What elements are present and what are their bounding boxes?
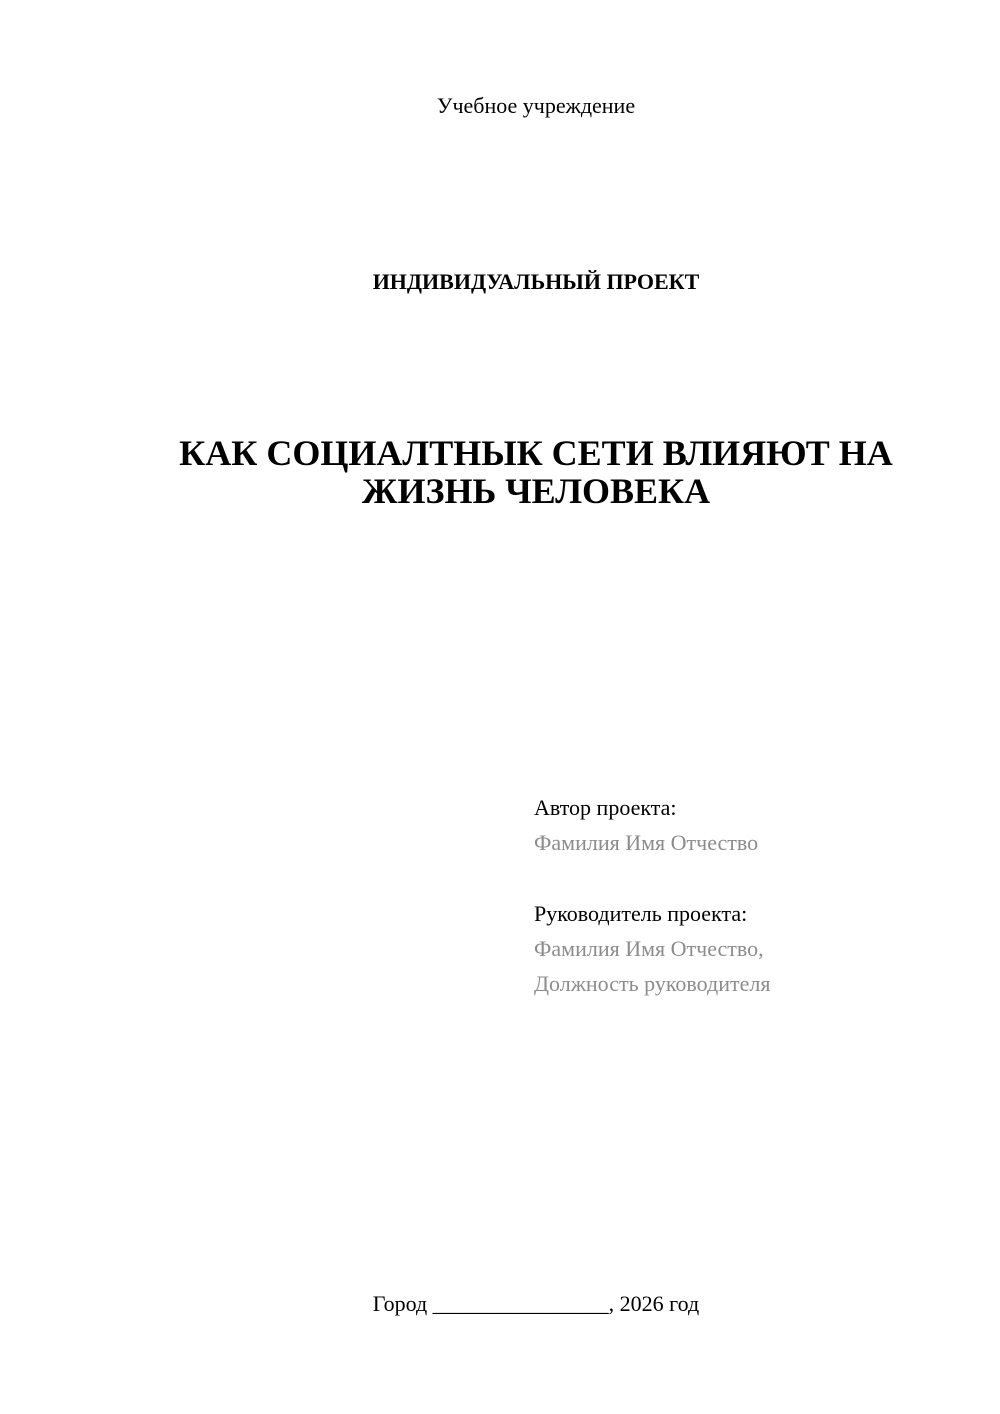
project-title bbox=[150, 434, 922, 510]
project-title-line-2: ЖИЗНЬ ЧЕЛОВЕКА bbox=[361, 471, 711, 511]
institution-name: Учебное учреждение bbox=[436, 93, 636, 118]
project-title-line-1: КАК СОЦИАЛТНЫК СЕТИ ВЛИЯЮТ НА bbox=[179, 433, 893, 473]
project-type-heading: ИНДИВИДУАЛЬНЫЙ ПРОЕКТ bbox=[372, 269, 700, 294]
supervisor-position: Должность руководителя bbox=[534, 971, 771, 996]
author-name: Фамилия Имя Отчество bbox=[534, 830, 759, 855]
author-label: Автор проекта: bbox=[534, 795, 677, 820]
city-year-line: Город ________________, 2026 год bbox=[372, 1291, 700, 1316]
supervisor-name: Фамилия Имя Отчество, bbox=[534, 936, 764, 961]
credits-block bbox=[534, 790, 974, 1001]
supervisor-label: Руководитель проекта: bbox=[534, 901, 748, 926]
credits-spacer bbox=[534, 860, 974, 896]
